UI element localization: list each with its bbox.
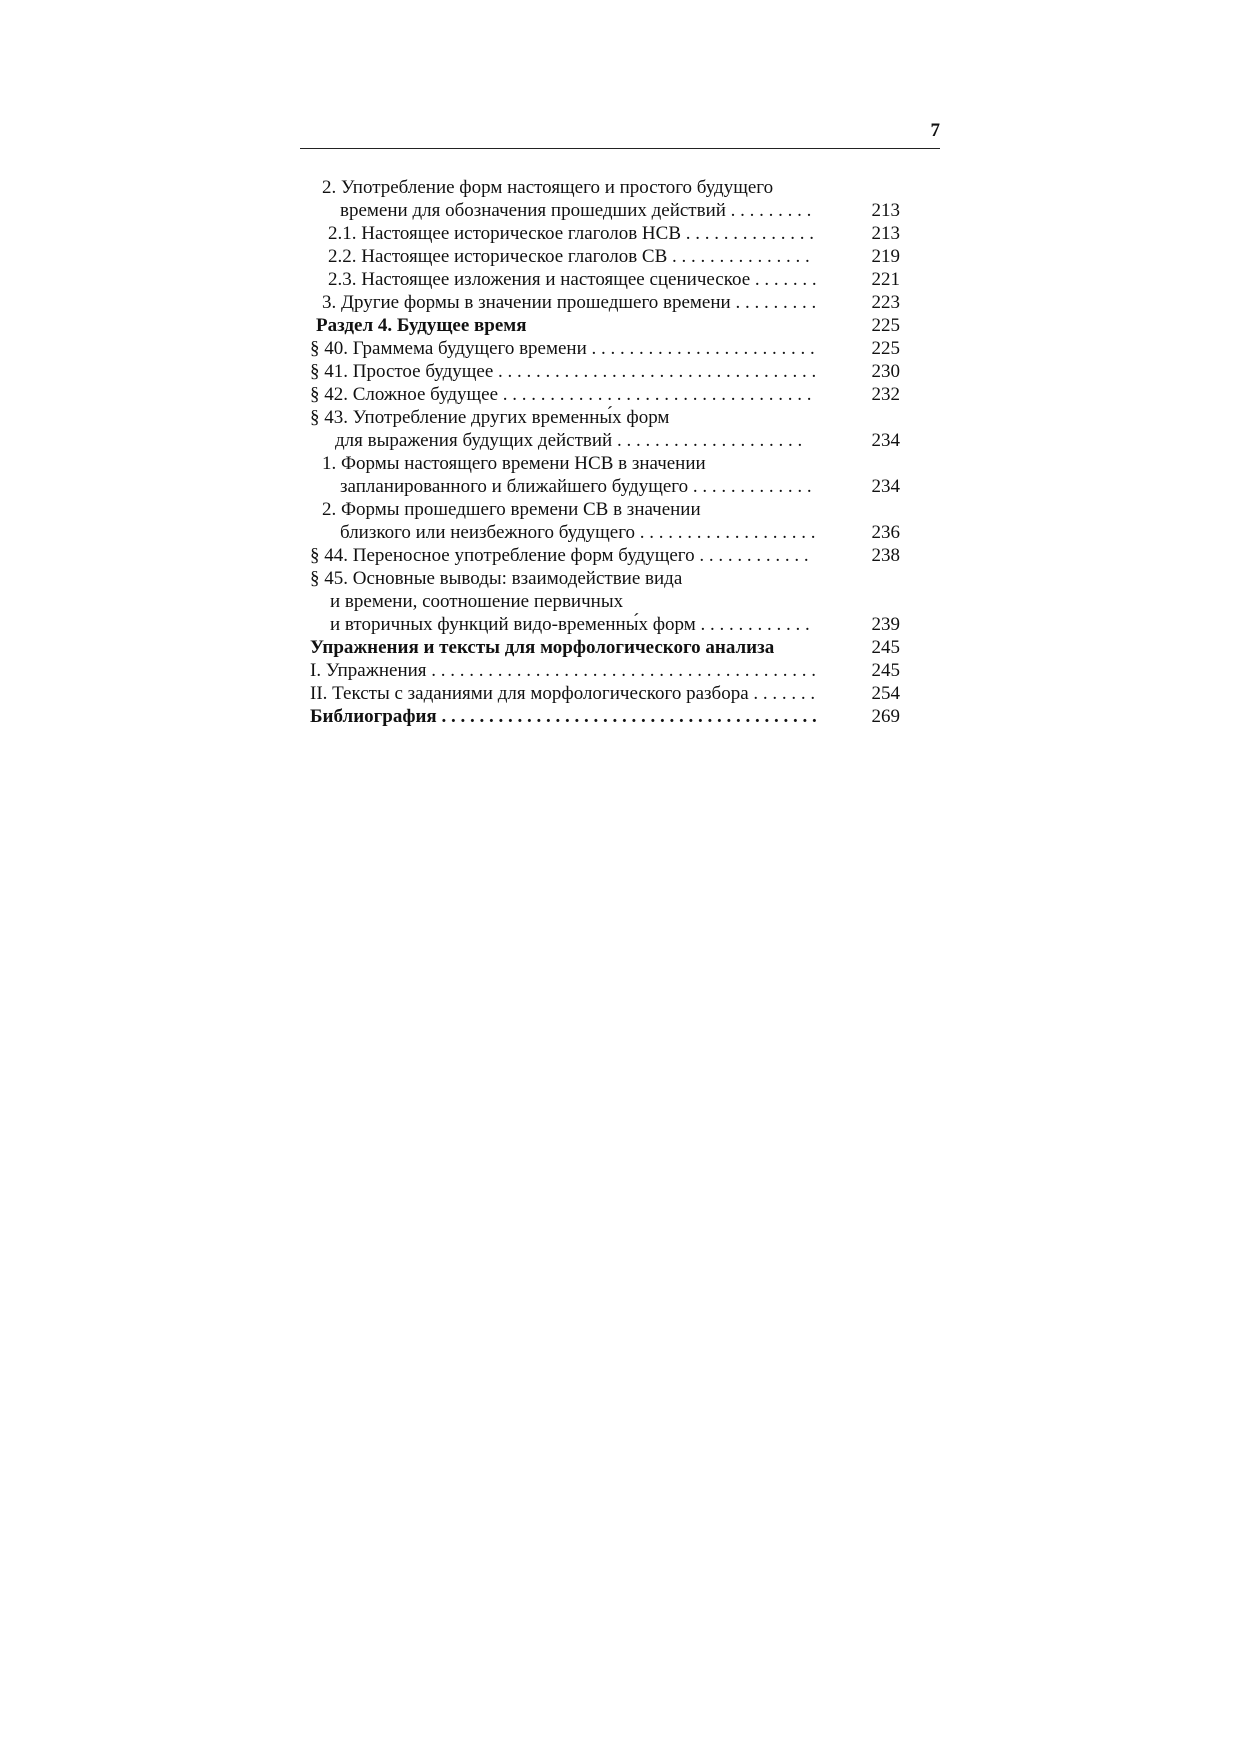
toc-entry-title: § 42. Сложное будущее . . . . . . . . . . . . . . . . . . . . . . . . . . . . . . . . . — [310, 384, 812, 405]
toc-entry — [300, 567, 920, 590]
toc-entry — [300, 222, 920, 245]
page-number: 7 — [930, 120, 940, 141]
toc-entry-title: 2.1. Настоящее историческое глаголов НСВ . . . . . . . . . . . . . . — [328, 223, 814, 244]
toc-entry — [300, 636, 920, 659]
toc-entry — [300, 521, 920, 544]
toc-entry-page: 269 — [871, 706, 900, 727]
toc-entry-title: и времени, соотношение первичных — [330, 591, 624, 612]
toc-entry-title: запланированного и ближайшего будущего . . . . . . . . . . . . . — [340, 476, 812, 497]
toc-entry — [300, 245, 920, 268]
toc-entry-title: времени для обозначения прошедших действий . . . . . . . . . — [340, 200, 812, 221]
toc-entry-title: и вторичных функций видо-временны́х форм . . . . . . . . . . . . — [330, 614, 810, 635]
toc-entry — [300, 314, 920, 337]
toc-entry-title: Библиография . . . . . . . . . . . . . . . . . . . . . . . . . . . . . . . . . . . . . . . . — [310, 706, 817, 727]
toc-entry — [300, 429, 920, 452]
toc-entry-title: Упражнения и тексты для морфологического анализа — [310, 637, 775, 658]
toc-entry-title: § 40. Граммема будущего времени . . . . . . . . . . . . . . . . . . . . . . . . — [310, 338, 815, 359]
toc-entry-page: 221 — [871, 269, 900, 290]
toc-entry-page: 238 — [871, 545, 900, 566]
toc-entry-page: 236 — [871, 522, 900, 543]
toc-entry — [300, 705, 920, 728]
toc-entry-title: § 41. Простое будущее . . . . . . . . . . . . . . . . . . . . . . . . . . . . . . . . . . — [310, 361, 817, 382]
toc-entry-page: 225 — [871, 338, 900, 359]
toc-entry-page: 232 — [871, 384, 900, 405]
toc-entry-page: 239 — [871, 614, 900, 635]
toc-entry-page: 219 — [871, 246, 900, 267]
toc-entry-title: § 44. Переносное употребление форм будущего . . . . . . . . . . . . — [310, 545, 809, 566]
toc-entry-page: 245 — [871, 637, 900, 658]
toc-entry-page: 245 — [871, 660, 900, 681]
toc-entry-page: 230 — [871, 361, 900, 382]
toc-entry-page: 254 — [871, 683, 900, 704]
toc-entry — [300, 475, 920, 498]
toc-entry-title: § 43. Употребление других временны́х форм — [310, 407, 670, 428]
toc-entry-title: 2.2. Настоящее историческое глаголов СВ . . . . . . . . . . . . . . . — [328, 246, 810, 267]
toc-entry — [300, 544, 920, 567]
toc-entry-title: 1. Формы настоящего времени НСВ в значении — [322, 453, 706, 474]
toc-entry-title: § 45. Основные выводы: взаимодействие вида — [310, 568, 683, 589]
toc-entry-title: 2. Употребление форм настоящего и простого будущего — [322, 177, 774, 198]
toc-entry-title: близкого или неизбежного будущего . . . . . . . . . . . . . . . . . . . — [340, 522, 816, 543]
toc-entry — [300, 682, 920, 705]
toc-entry-page: 213 — [871, 200, 900, 221]
toc-entry — [300, 590, 920, 613]
toc-entry-page: 234 — [871, 430, 900, 451]
toc-entry-page: 234 — [871, 476, 900, 497]
toc-entry — [300, 498, 920, 521]
toc-entry-page: 225 — [871, 315, 900, 336]
toc-entry-title: I. Упражнения . . . . . . . . . . . . . . . . . . . . . . . . . . . . . . . . . . . . . . . . . — [310, 660, 817, 681]
toc-entry — [300, 337, 920, 360]
toc-entry-title: II. Тексты с заданиями для морфологического разбора . . . . . . . — [310, 683, 816, 704]
toc-entry-title: 3. Другие формы в значении прошедшего времени . . . . . . . . . — [322, 292, 817, 313]
toc-entry — [300, 613, 920, 636]
toc-entry — [300, 406, 920, 429]
toc-entry-page: 223 — [871, 292, 900, 313]
toc-entry — [300, 659, 920, 682]
toc-entry-title: Раздел 4. Будущее время — [316, 315, 527, 336]
header-rule — [300, 148, 940, 149]
toc-entry — [300, 199, 920, 222]
toc-entry — [300, 268, 920, 291]
toc-entry — [300, 176, 920, 199]
toc-entry — [300, 360, 920, 383]
toc-entry — [300, 383, 920, 406]
toc-entry-title: 2.3. Настоящее изложения и настоящее сценическое . . . . . . . — [328, 269, 817, 290]
toc-entry-page: 213 — [871, 223, 900, 244]
toc-entry-title: для выражения будущих действий . . . . . . . . . . . . . . . . . . . . — [335, 430, 803, 451]
toc-entry — [300, 452, 920, 475]
table-of-contents — [300, 176, 920, 728]
toc-entry — [300, 291, 920, 314]
toc-entry-title: 2. Формы прошедшего времени СВ в значении — [322, 499, 701, 520]
